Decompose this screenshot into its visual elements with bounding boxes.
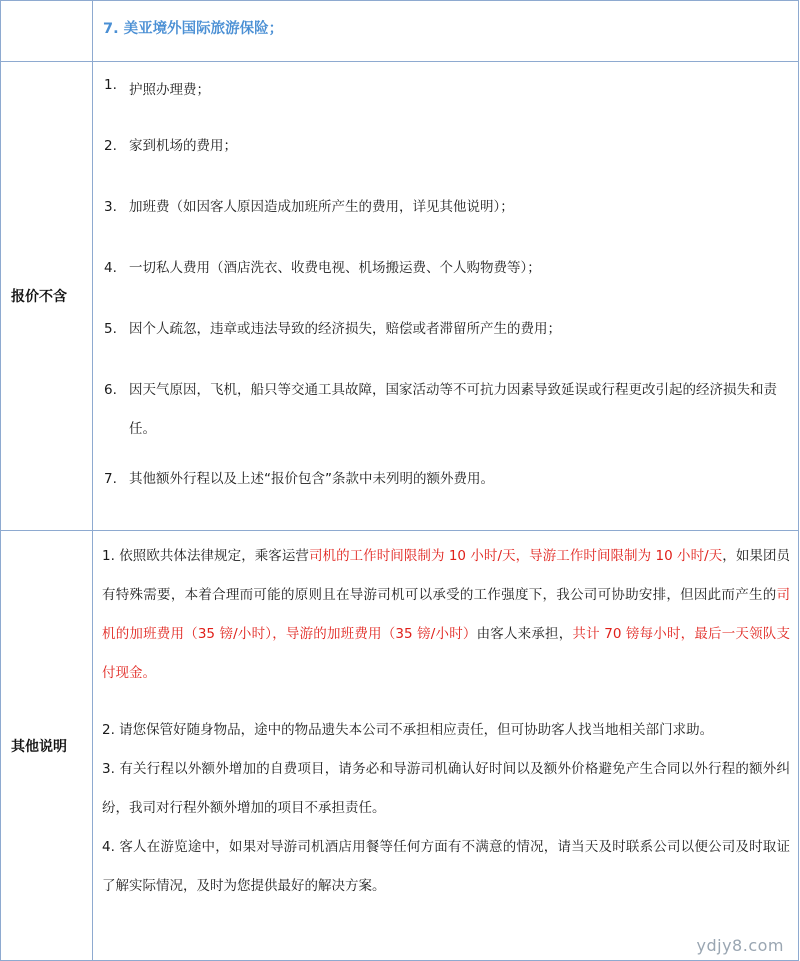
excluded-row: [1, 62, 799, 531]
note-4: 4. 客人在游览途中，如果对导游司机酒店用餐等任何方面有不满意的情况，请当天及时联系公司以便公司及时取证了解实际情况，及时为您提供最好的解决方案。: [102, 839, 790, 894]
list-item: 3. 加班费（如因客人原因造成加班所产生的费用，详见其他说明）；: [104, 199, 514, 215]
insurance-title: 7. 美亚境外国际旅游保险；: [103, 21, 284, 37]
notes-content: [93, 531, 799, 961]
list-item: 4. 一切私人费用（酒店洗衣、收费电视、机场搬运费、个人购物费等）；: [104, 260, 541, 276]
note-3: 3. 有关行程以外额外增加的自费项目，请务必和导游司机确认好时间以及额外价格避免产生合同以外行程的额外纠纷，我司对行程外额外增加的项目不承担责任。: [102, 761, 790, 816]
note-2: 2. 请您保管好随身物品，途中的物品遗失本公司不承担相应责任，但可协助客人找当地相关部门求助。: [102, 722, 714, 738]
header-left-cell: [1, 1, 93, 62]
header-row: [1, 1, 799, 62]
header-right-cell: [93, 1, 799, 62]
excluded-label: 报价不含: [1, 62, 93, 531]
list-item: 5. 因个人疏忽，违章或违法导致的经济损失，赔偿或者滞留所产生的费用；: [104, 321, 561, 337]
notes-row: [1, 531, 799, 961]
list-item: 6. 因天气原因，飞机，船只等交通工具故障，国家活动等不可抗力因素导致延误或行程更改引起的经济损失和责任。: [104, 382, 777, 437]
excluded-list: [93, 62, 798, 510]
list-item: 2. 家到机场的费用；: [104, 138, 237, 154]
excluded-content: [93, 62, 799, 531]
list-item: 7. 其他额外行程以及上述“报价包含”条款中未列明的额外费用。: [104, 471, 494, 487]
list-item: 1. 护照办理费；: [104, 77, 210, 98]
notes-label: 其他说明: [1, 531, 93, 961]
note-1: 1. 依照欧共体法律规定，乘客运营司机的工作时间限制为 10 小时/天，导游工作时间限制为 10 小时/天，如果团员有特殊需要，本着合理而可能的原则且在导游司机可以承受的工作强度下，我公司可协助安排，但因此而产生的司机的加班费用（35 镑/小时），导游的加班费用（35 镑/小时）由客人来承担，共计 70 镑每小时，最后一天领队支付现金。: [102, 548, 791, 681]
watermark: ydjy8.com: [696, 936, 784, 955]
